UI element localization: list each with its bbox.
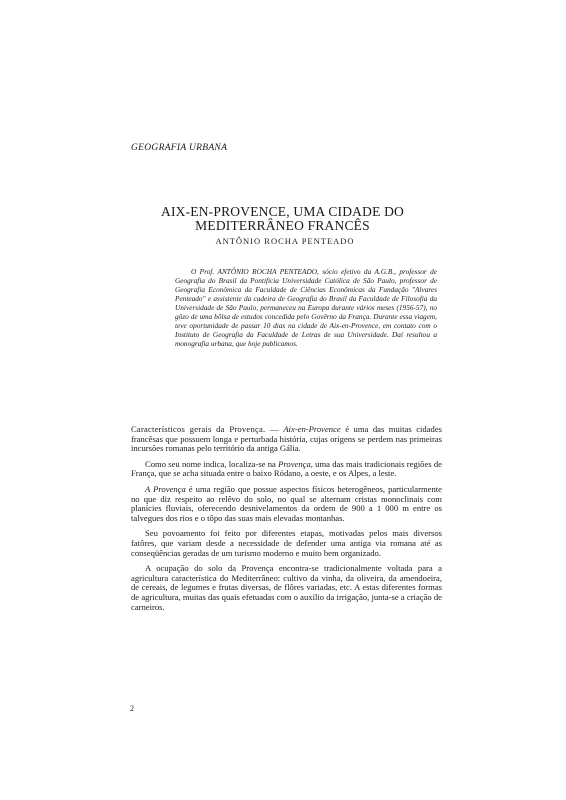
- paragraph-2-region: Provença,: [278, 458, 313, 469]
- article-title-line-1: AIX-EN-PROVENCE, UMA CIDADE DO: [161, 204, 404, 219]
- paragraph-1-city: Aix-en-Provence: [283, 424, 341, 434]
- paragraph-3-text: é uma região que possue aspectos físicos heterogêneos, particularmente no que diz respeito ao relêvo do solo, no qual se alternam cristas monoclinais com planícies fluviais, oferecendo desnivelamentos da ordem de 900 a 1 000 m entre os talvegues dos rios e o tôpo das suas mais elevadas montanhas.: [131, 483, 442, 523]
- paragraph-2-text: uma das mais tradicionais regiões de França, que se acha situada entre o baixo Ródano, a oeste, e os Alpes, a leste.: [131, 458, 442, 479]
- article-title-line-2: MEDITERRÂNEO FRANCÊS: [195, 218, 370, 233]
- paragraph-4: Seu povoamento foi feito por diferentes etapas, motivadas pelos mais diversos fatôres, que variam desde a necessidade de defender uma antiga via romana até as conseqüências geradas de um turismo moderno e muito bem organizado.: [131, 528, 442, 558]
- author-note-text: O Prof. ANTÔNIO ROCHA PENTEADO, sócio efetivo da A.G.B., professor de Geografia do Brasil da Pontifícia Universidade Católica de São Paulo, professor de Geografia Econômica da Faculdade de Ciências Econômicas da Fundação "Alvares Penteado" e assistente da cadeira de Geografia do Brasil da Faculdade de Filosofia da Universidade de São Paulo, permaneceu na Europa durante vários meses (1956-57), no gôzo de uma bôlsa de estudos concedida pelo Govêrno da França. Durante essa viagem, teve oportunidade de passar 10 dias na cidade de Aix-en-Provence, em contato com o Instituto de Geografia da Faculdade de Letras de sua Universidade. Daí resultou a monografia urbana, que hoje publicamos.: [175, 267, 437, 349]
- paragraph-2: [131, 460, 442, 479]
- paragraph-1: [131, 425, 442, 454]
- paragraph-2-start: Como seu nome indica, localiza-se na: [145, 458, 276, 469]
- paragraph-3: [131, 485, 442, 523]
- paragraph-1-text: é uma das muitas cidades francêsas que possuem longa e perturbada história, cujas origens se perdem nas primeiras incursões romanas pelo território da antiga Gália.: [131, 424, 442, 454]
- article-body: [131, 425, 442, 612]
- author-note: [175, 267, 437, 348]
- paragraph-3-region: A Provença: [145, 483, 186, 494]
- paragraph-5: A ocupação do solo da Provença encontra-se tradicionalmente voltada para a agricultura característica do Mediterrâneo: cultivo da vinha, da oliveira, da amendoeira, de cereais, de legumes e frutas diversas, de flôres variadas, etc. A estas diferentes formas de agricultura, muitas das quais efetuadas com o auxílio da irrigação, junta-se a criação de carneiros.: [131, 563, 442, 612]
- section-label: GEOGRAFIA URBANA: [131, 143, 228, 153]
- article-title: [130, 205, 435, 233]
- paragraph-1-lead: Característicos gerais da Provença. —: [131, 424, 279, 434]
- page-number: 2: [130, 704, 134, 713]
- article-author: ANTÔNIO ROCHA PENTEADO: [215, 236, 355, 246]
